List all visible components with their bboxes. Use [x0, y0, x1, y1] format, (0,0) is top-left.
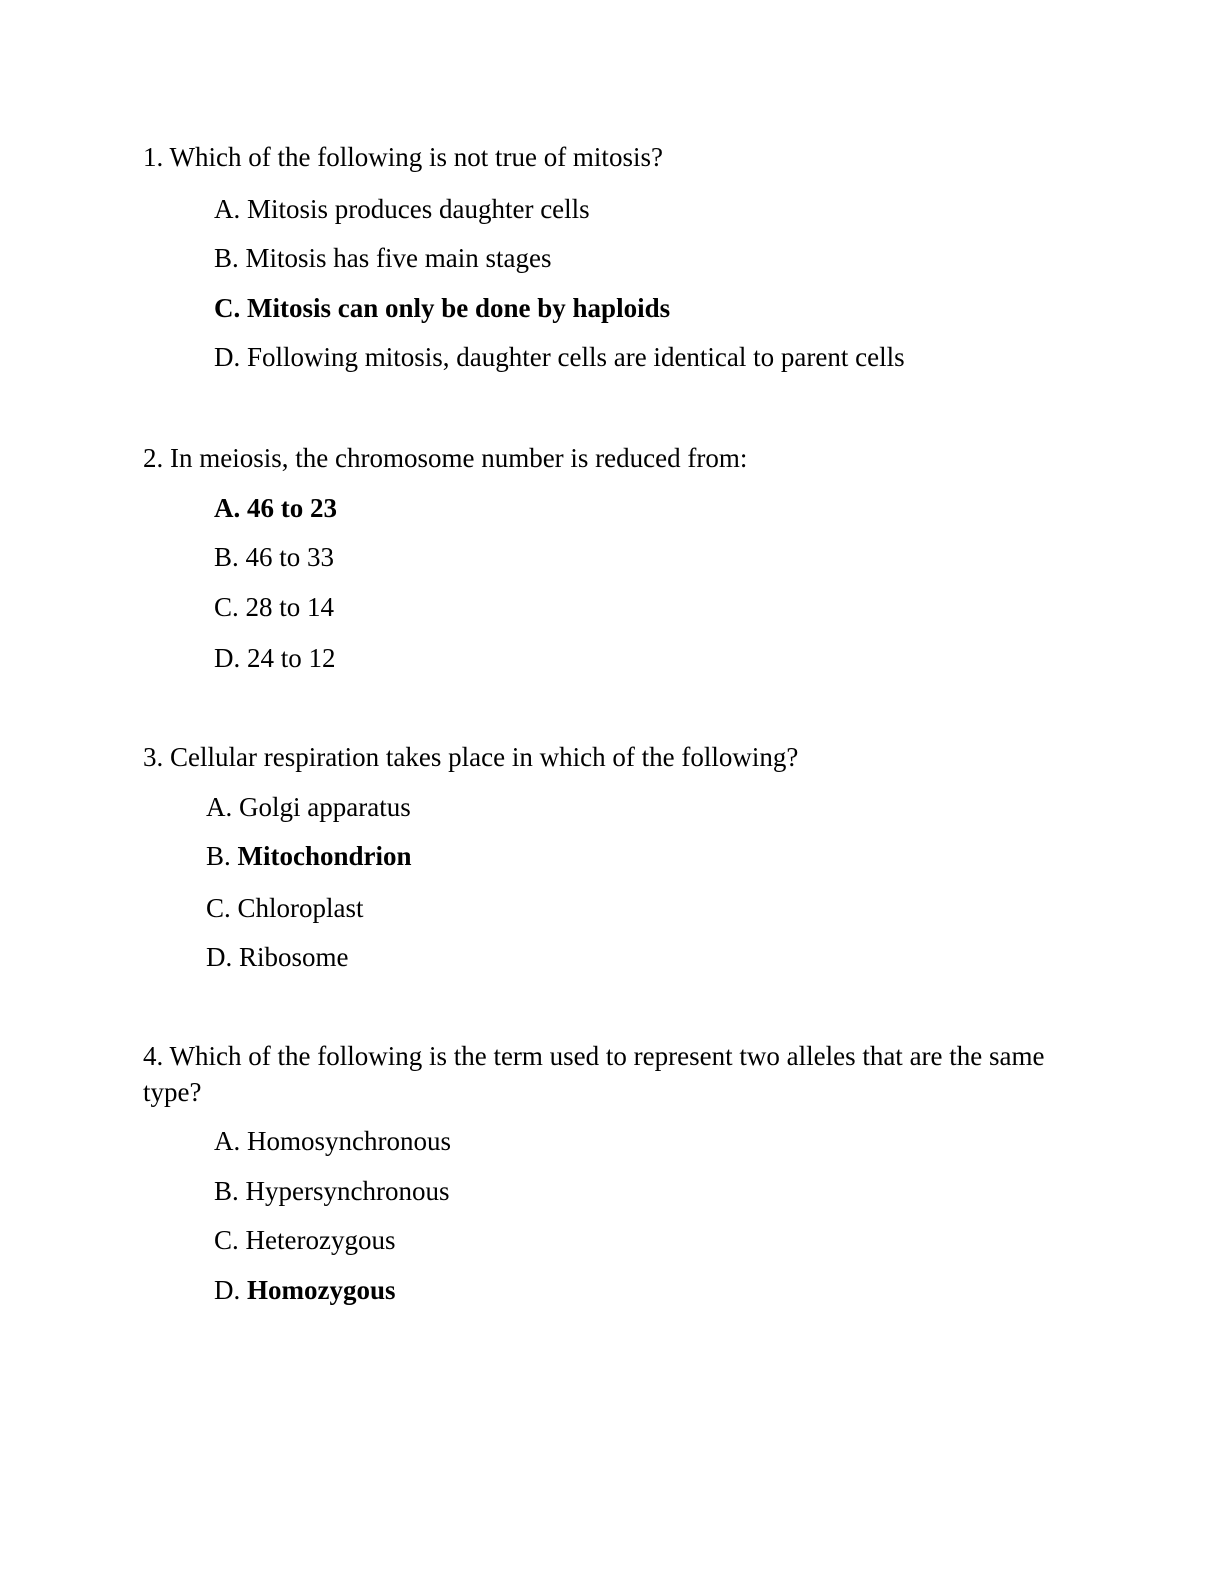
option-1d [214, 339, 905, 375]
question-number: 2. [143, 443, 164, 473]
option-letter: B. [214, 542, 239, 572]
option-text: Ribosome [239, 942, 349, 972]
question-text: Cellular respiration takes place in which of the following? [170, 742, 799, 772]
question-text: Which of the following is the term used to represent two alleles that are the same type? [143, 1041, 1045, 1107]
option-3d [206, 939, 349, 975]
question-4 [143, 1038, 1083, 1110]
option-letter: A. [206, 792, 233, 822]
option-letter: C. [214, 293, 241, 323]
option-3b [206, 838, 412, 874]
option-2a-correct [214, 490, 337, 526]
option-text: Mitosis can only be done by haploids [247, 293, 671, 323]
option-letter: D. [206, 942, 233, 972]
option-text: 24 to 12 [247, 643, 336, 673]
option-text: Hypersynchronous [245, 1176, 450, 1206]
option-text: Homosynchronous [247, 1126, 451, 1156]
option-text: 46 to 33 [245, 542, 335, 572]
option-letter: B. [206, 841, 231, 871]
option-text: Chloroplast [237, 893, 364, 923]
option-4b [214, 1173, 449, 1209]
option-text: 46 to 23 [247, 493, 337, 523]
option-letter: D. [214, 643, 241, 673]
question-3 [143, 739, 798, 775]
option-letter: B. [214, 1176, 239, 1206]
question-2 [143, 440, 747, 476]
option-letter: A. [214, 1126, 241, 1156]
question-text: Which of the following is not true of mitosis? [169, 142, 663, 172]
option-text-correct: Homozygous [247, 1275, 396, 1305]
option-4d [214, 1272, 396, 1308]
option-1c-correct [214, 290, 670, 326]
option-text: Mitosis produces daughter cells [247, 194, 590, 224]
option-text: 28 to 14 [245, 592, 335, 622]
option-text-correct: Mitochondrion [237, 841, 412, 871]
option-4a [214, 1123, 451, 1159]
question-number: 1. [143, 142, 164, 172]
question-1 [143, 139, 663, 175]
option-letter: C. [206, 893, 231, 923]
option-text: Mitosis has five main stages [245, 243, 552, 273]
option-3c [206, 890, 364, 926]
option-letter: C. [214, 592, 239, 622]
option-letter: B. [214, 243, 239, 273]
option-2d [214, 640, 336, 676]
option-letter: A. [214, 493, 241, 523]
option-text: Heterozygous [245, 1225, 396, 1255]
option-letter: D. [214, 1275, 241, 1305]
question-number: 4. [143, 1041, 164, 1071]
option-4c [214, 1222, 395, 1258]
option-2b [214, 539, 334, 575]
option-text: Golgi apparatus [239, 792, 411, 822]
option-text: Following mitosis, daughter cells are identical to parent cells [247, 342, 905, 372]
option-1a [214, 191, 590, 227]
question-text: In meiosis, the chromosome number is reduced from: [170, 443, 748, 473]
question-number: 3. [143, 742, 164, 772]
option-1b [214, 240, 551, 276]
option-letter: C. [214, 1225, 239, 1255]
option-letter: D. [214, 342, 241, 372]
option-2c [214, 589, 334, 625]
option-3a [206, 789, 411, 825]
option-letter: A. [214, 194, 241, 224]
